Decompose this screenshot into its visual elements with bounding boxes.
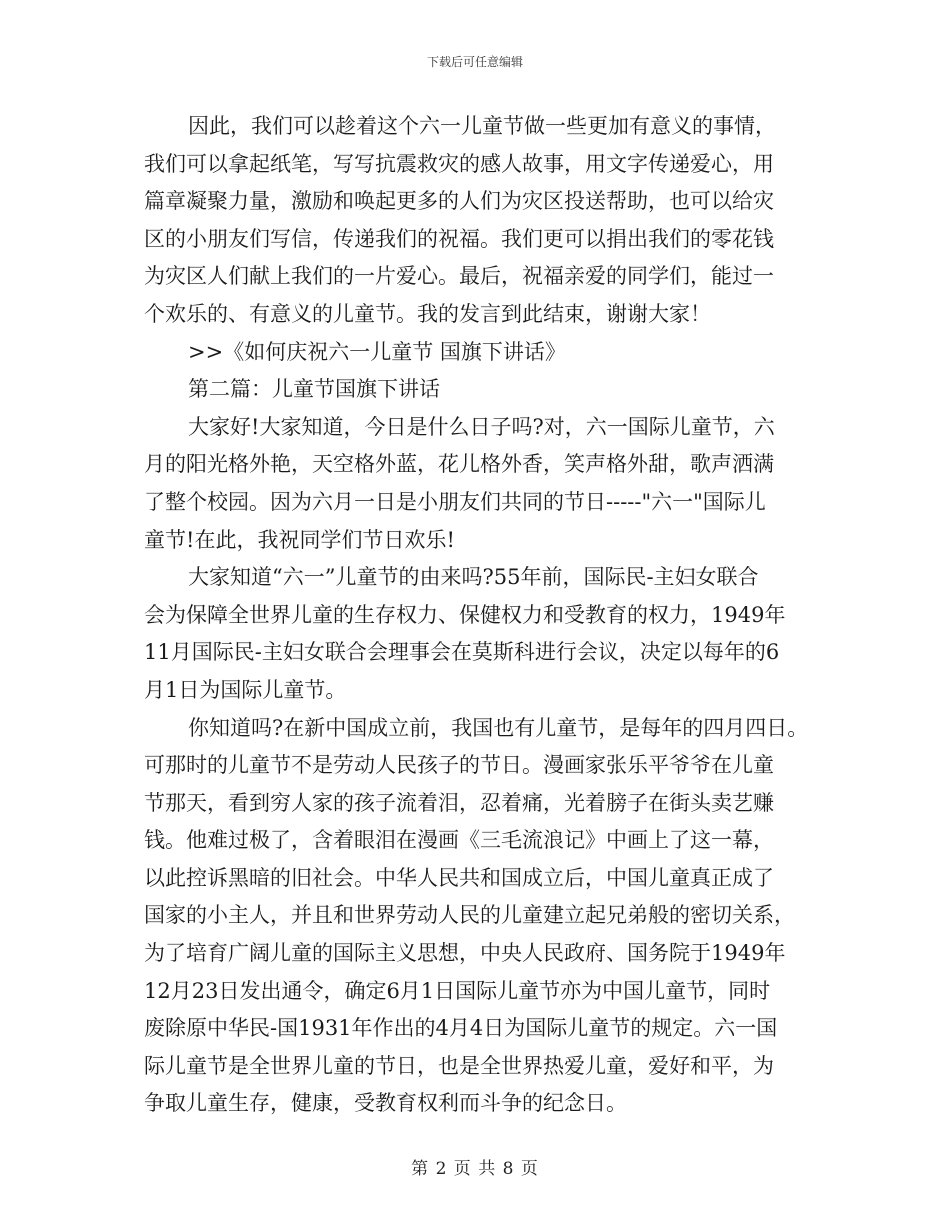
text-line: 可那时的儿童节不是劳动人民孩子的节日。漫画家张乐平爷爷在儿童 [144,753,774,778]
text-line: 以此控诉黑暗的旧社会。中华人民共和国成立后，中国儿童真正成了 [144,865,774,890]
text-line: 区的小朋友们写信，传递我们的祝福。我们更可以捐出我们的零花钱 [144,226,774,251]
text-line: 大家知道“六一”儿童节的由来吗?55年前，国际民-主妇女联合 [188,565,759,590]
text-line: 节那天，看到穷人家的孩子流着泪，忍着痛，光着膀子在街头卖艺赚 [144,790,774,815]
text-line: 会为保障全世界儿童的生存权力、保健权力和受教育的权力，1949年 [144,602,786,627]
text-line: 为了培育广阔儿童的国际主义思想，中央人民政府、国务院于1949年 [144,941,786,966]
text-line: 废除原中华民-国1931年作出的4月4日为国际儿童节的规定。六一国 [144,1016,778,1041]
text-line: 争取儿童生存，健康，受教育权利而斗争的纪念日。 [144,1091,627,1116]
document-body [144,108,824,1123]
text-line: 为灾区人们献上我们的一片爱心。最后，祝福亲爱的同学们，能过一 [144,264,774,289]
text-line: 第二篇：儿童节国旗下讲话 [188,377,440,402]
text-line: 个欢乐的、有意义的儿童节。我的发言到此结束，谢谢大家！ [144,301,711,326]
text-line: 我们可以拿起纸笔，写写抗震救灾的感人故事，用文字传递爱心，用 [144,151,774,176]
text-line: 篇章凝聚力量，激励和唤起更多的人们为灾区投送帮助，也可以给灾 [144,189,774,214]
text-line: 11月国际民-主妇女联合会理事会在莫斯科进行会议，决定以每年的6 [144,640,780,665]
text-line: 了整个校园。因为六月一日是小朋友们共同的节日-----"六一"国际儿 [144,489,766,514]
text-line: 因此，我们可以趁着这个六一儿童节做一些更加有意义的事情， [188,114,776,138]
text-line: 你知道吗?在新中国成立前，我国也有儿童节，是每年的四月四日。 [188,715,809,740]
page-footer: 第 2 页 共 8 页 [411,1159,539,1179]
text-line: 月的阳光格外艳，天空格外蓝，花儿格外香，笑声格外甜，歌声洒满 [144,452,774,477]
text-line: 童节!在此，我祝同学们节日欢乐! [144,527,455,552]
text-line: 际儿童节是全世界儿童的节日，也是全世界热爱儿童，爱好和平，为 [144,1053,774,1078]
text-line: >>《如何庆祝六一儿童节 国旗下讲话》 [188,339,566,364]
text-line: 12月23日发出通令，确定6月1日国际儿童节亦为中国儿童节，同时 [144,978,771,1003]
text-line: 大家好!大家知道，今日是什么日子吗?对，六一国际儿童节，六 [188,414,775,439]
page-header: 下载后可任意编辑 [426,55,523,69]
text-line: 国家的小主人，并且和世界劳动人民的儿童建立起兄弟般的密切关系， [144,903,795,928]
text-line: 钱。他难过极了，含着眼泪在漫画《三毛流浪记》中画上了这一幕， [144,828,774,853]
text-line: 月1日为国际儿童节。 [144,677,347,702]
